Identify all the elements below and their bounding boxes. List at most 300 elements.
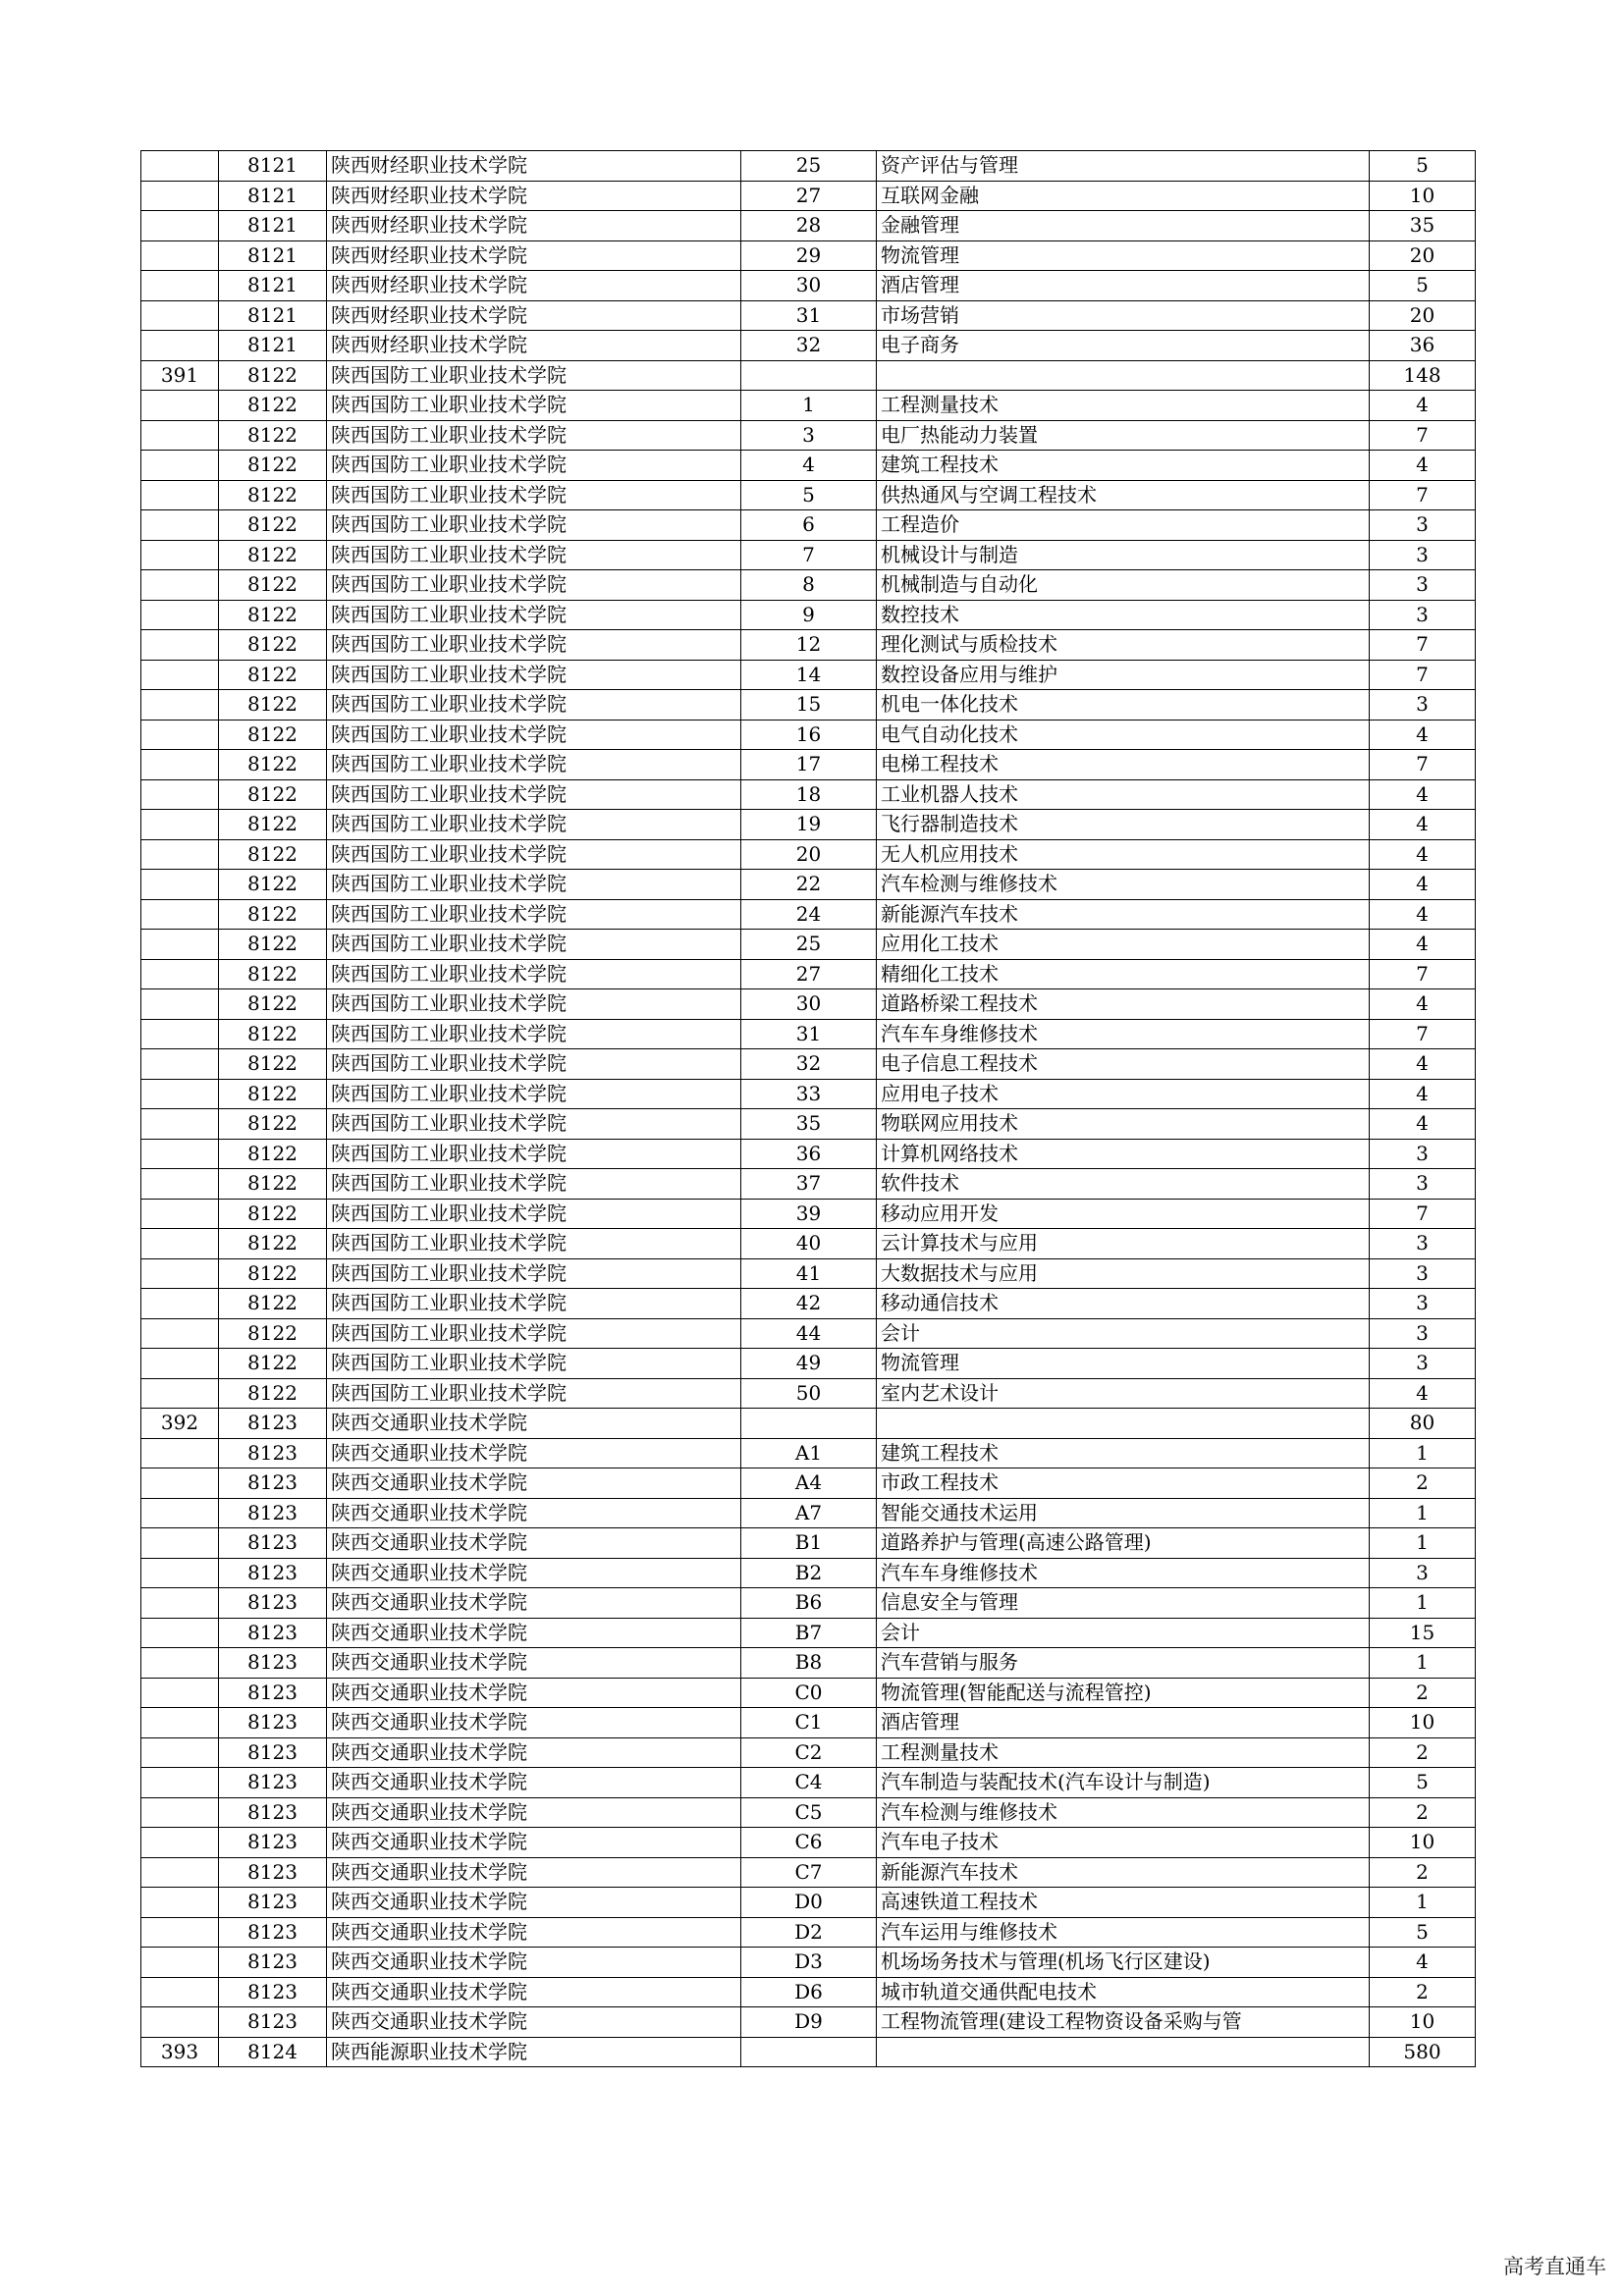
table-row [141, 570, 1476, 601]
school-name-cell: 陕西国防工业职业技术学院 [327, 839, 741, 870]
major-name-cell: 汽车制造与装配技术(汽车设计与制造) [877, 1768, 1370, 1798]
major-name-cell [877, 2037, 1370, 2067]
major-name-cell: 物流管理(智能配送与流程管控) [877, 1678, 1370, 1708]
school-code-cell: 8122 [219, 1229, 327, 1259]
table-row [141, 1648, 1476, 1679]
school-code-cell: 8123 [219, 2007, 327, 2038]
school-index-cell [141, 1917, 219, 1948]
plan-count-cell: 3 [1370, 540, 1476, 570]
major-code-cell: C1 [741, 1708, 877, 1738]
school-name-cell: 陕西国防工业职业技术学院 [327, 391, 741, 421]
school-index-cell [141, 1349, 219, 1379]
school-index-cell [141, 750, 219, 780]
plan-count-cell: 4 [1370, 989, 1476, 1020]
school-index-cell [141, 1828, 219, 1858]
major-code-cell: C0 [741, 1678, 877, 1708]
table-row [141, 1678, 1476, 1708]
plan-count-cell: 1 [1370, 1888, 1476, 1918]
school-name-cell: 陕西财经职业技术学院 [327, 331, 741, 361]
school-code-cell: 8122 [219, 600, 327, 630]
school-name-cell: 陕西国防工业职业技术学院 [327, 690, 741, 721]
major-name-cell: 金融管理 [877, 211, 1370, 241]
major-code-cell: B2 [741, 1558, 877, 1588]
major-code-cell: 18 [741, 779, 877, 810]
major-code-cell: 42 [741, 1289, 877, 1319]
school-name-cell: 陕西交通职业技术学院 [327, 1708, 741, 1738]
school-name-cell: 陕西交通职业技术学院 [327, 1888, 741, 1918]
school-index-cell [141, 1199, 219, 1229]
table-row [141, 211, 1476, 241]
table-row [141, 1528, 1476, 1559]
school-index-cell [141, 1468, 219, 1499]
school-index-cell [141, 989, 219, 1020]
school-code-cell: 8122 [219, 1378, 327, 1409]
school-name-cell: 陕西交通职业技术学院 [327, 1648, 741, 1679]
table-row [141, 1378, 1476, 1409]
school-code-cell: 8123 [219, 1977, 327, 2007]
school-index-cell [141, 1977, 219, 2007]
plan-count-cell: 3 [1370, 1289, 1476, 1319]
school-index-cell [141, 1378, 219, 1409]
school-code-cell: 8122 [219, 1079, 327, 1109]
major-name-cell: 机械制造与自动化 [877, 570, 1370, 601]
school-code-cell: 8122 [219, 570, 327, 601]
major-name-cell: 软件技术 [877, 1169, 1370, 1200]
school-code-cell: 8123 [219, 1917, 327, 1948]
school-index-cell [141, 1948, 219, 1978]
plan-count-cell: 7 [1370, 420, 1476, 451]
school-code-cell: 8123 [219, 1797, 327, 1828]
table-row [141, 2037, 1476, 2067]
school-index-cell [141, 810, 219, 840]
school-name-cell: 陕西国防工业职业技术学院 [327, 959, 741, 989]
school-code-cell: 8121 [219, 331, 327, 361]
school-code-cell: 8123 [219, 1409, 327, 1439]
table-row [141, 959, 1476, 989]
major-name-cell: 道路养护与管理(高速公路管理) [877, 1528, 1370, 1559]
major-name-cell: 新能源汽车技术 [877, 899, 1370, 930]
major-code-cell: 32 [741, 331, 877, 361]
table-row [141, 271, 1476, 301]
plan-count-cell: 7 [1370, 750, 1476, 780]
table-row [141, 300, 1476, 331]
school-name-cell: 陕西交通职业技术学院 [327, 1797, 741, 1828]
major-name-cell: 信息安全与管理 [877, 1588, 1370, 1619]
school-name-cell: 陕西国防工业职业技术学院 [327, 630, 741, 661]
school-code-cell: 8123 [219, 1648, 327, 1679]
school-index-cell [141, 211, 219, 241]
major-name-cell: 电子信息工程技术 [877, 1049, 1370, 1080]
school-index-cell [141, 510, 219, 541]
school-code-cell: 8122 [219, 480, 327, 510]
plan-count-cell: 1 [1370, 1438, 1476, 1468]
school-index-cell [141, 1558, 219, 1588]
major-code-cell: B1 [741, 1528, 877, 1559]
school-index-cell [141, 600, 219, 630]
school-name-cell: 陕西国防工业职业技术学院 [327, 930, 741, 960]
school-index-cell [141, 959, 219, 989]
major-code-cell: A1 [741, 1438, 877, 1468]
major-code-cell: 5 [741, 480, 877, 510]
school-name-cell: 陕西财经职业技术学院 [327, 300, 741, 331]
school-index-cell [141, 660, 219, 690]
school-code-cell: 8122 [219, 720, 327, 750]
table-row [141, 1438, 1476, 1468]
school-code-cell: 8122 [219, 750, 327, 780]
major-name-cell: 会计 [877, 1318, 1370, 1349]
table-row [141, 630, 1476, 661]
major-code-cell: 29 [741, 240, 877, 271]
school-name-cell: 陕西交通职业技术学院 [327, 1948, 741, 1978]
school-name-cell: 陕西财经职业技术学院 [327, 181, 741, 211]
table-row [141, 240, 1476, 271]
school-index-cell [141, 1648, 219, 1679]
plan-count-cell: 1 [1370, 1648, 1476, 1679]
major-code-cell: 49 [741, 1349, 877, 1379]
school-name-cell: 陕西交通职业技术学院 [327, 2007, 741, 2038]
school-index-cell [141, 1797, 219, 1828]
school-name-cell: 陕西财经职业技术学院 [327, 271, 741, 301]
plan-count-cell: 4 [1370, 930, 1476, 960]
school-code-cell: 8123 [219, 1948, 327, 1978]
school-index-cell: 392 [141, 1409, 219, 1439]
school-name-cell: 陕西交通职业技术学院 [327, 1917, 741, 1948]
school-name-cell: 陕西国防工业职业技术学院 [327, 810, 741, 840]
plan-count-cell: 3 [1370, 1558, 1476, 1588]
school-name-cell: 陕西国防工业职业技术学院 [327, 1349, 741, 1379]
school-index-cell [141, 1438, 219, 1468]
major-code-cell: C4 [741, 1768, 877, 1798]
school-index-cell [141, 570, 219, 601]
major-name-cell: 云计算技术与应用 [877, 1229, 1370, 1259]
major-name-cell: 汽车检测与维修技术 [877, 870, 1370, 900]
major-name-cell: 物流管理 [877, 240, 1370, 271]
school-name-cell: 陕西国防工业职业技术学院 [327, 779, 741, 810]
school-code-cell: 8123 [219, 1558, 327, 1588]
major-name-cell: 汽车运用与维修技术 [877, 1917, 1370, 1948]
school-code-cell: 8121 [219, 151, 327, 182]
school-name-cell: 陕西交通职业技术学院 [327, 1528, 741, 1559]
plan-count-cell: 7 [1370, 959, 1476, 989]
major-name-cell: 城市轨道交通供配电技术 [877, 1977, 1370, 2007]
major-code-cell: 12 [741, 630, 877, 661]
plan-count-cell: 3 [1370, 570, 1476, 601]
table-row [141, 1708, 1476, 1738]
school-index-cell [141, 540, 219, 570]
major-name-cell: 电气自动化技术 [877, 720, 1370, 750]
plan-count-cell: 36 [1370, 331, 1476, 361]
table-row [141, 1169, 1476, 1200]
major-code-cell: A4 [741, 1468, 877, 1499]
table-row [141, 151, 1476, 182]
major-code-cell: 27 [741, 181, 877, 211]
school-index-cell [141, 420, 219, 451]
school-code-cell: 8124 [219, 2037, 327, 2067]
major-name-cell: 物流管理 [877, 1349, 1370, 1379]
major-name-cell: 精细化工技术 [877, 959, 1370, 989]
major-code-cell: B6 [741, 1588, 877, 1619]
plan-count-cell: 7 [1370, 480, 1476, 510]
plan-count-cell: 4 [1370, 1049, 1476, 1080]
major-name-cell: 会计 [877, 1618, 1370, 1648]
plan-count-cell: 4 [1370, 1948, 1476, 1978]
major-code-cell: 28 [741, 211, 877, 241]
plan-count-cell: 3 [1370, 1258, 1476, 1289]
school-name-cell: 陕西国防工业职业技术学院 [327, 480, 741, 510]
school-name-cell: 陕西国防工业职业技术学院 [327, 510, 741, 541]
school-code-cell: 8122 [219, 1019, 327, 1049]
school-code-cell: 8122 [219, 810, 327, 840]
plan-count-cell: 80 [1370, 1409, 1476, 1439]
plan-count-cell: 5 [1370, 1768, 1476, 1798]
school-index-cell [141, 300, 219, 331]
table-row [141, 1409, 1476, 1439]
major-name-cell: 机场场务技术与管理(机场飞行区建设) [877, 1948, 1370, 1978]
school-index-cell [141, 1229, 219, 1259]
school-code-cell: 8122 [219, 1169, 327, 1200]
table-row [141, 690, 1476, 721]
major-code-cell: 7 [741, 540, 877, 570]
school-name-cell: 陕西国防工业职业技术学院 [327, 1229, 741, 1259]
school-code-cell: 8122 [219, 959, 327, 989]
school-code-cell: 8122 [219, 1049, 327, 1080]
plan-count-cell: 5 [1370, 151, 1476, 182]
major-code-cell: D3 [741, 1948, 877, 1978]
plan-count-cell: 3 [1370, 1229, 1476, 1259]
major-name-cell: 高速铁道工程技术 [877, 1888, 1370, 1918]
plan-count-cell: 3 [1370, 600, 1476, 630]
table-row [141, 1019, 1476, 1049]
plan-count-cell: 1 [1370, 1498, 1476, 1528]
major-name-cell: 计算机网络技术 [877, 1139, 1370, 1169]
major-code-cell: B7 [741, 1618, 877, 1648]
table-row [141, 720, 1476, 750]
major-name-cell: 新能源汽车技术 [877, 1857, 1370, 1888]
school-code-cell: 8122 [219, 1109, 327, 1140]
school-code-cell: 8121 [219, 240, 327, 271]
plan-count-cell: 20 [1370, 300, 1476, 331]
plan-count-cell: 10 [1370, 181, 1476, 211]
major-code-cell: C7 [741, 1857, 877, 1888]
table-row [141, 1139, 1476, 1169]
major-code-cell: C5 [741, 1797, 877, 1828]
major-code-cell: D0 [741, 1888, 877, 1918]
plan-count-cell: 2 [1370, 1977, 1476, 2007]
school-code-cell: 8122 [219, 1258, 327, 1289]
school-code-cell: 8123 [219, 1857, 327, 1888]
plan-count-cell: 4 [1370, 1378, 1476, 1409]
school-index-cell [141, 1528, 219, 1559]
major-code-cell: 32 [741, 1049, 877, 1080]
school-name-cell: 陕西交通职业技术学院 [327, 1678, 741, 1708]
school-index-cell [141, 1737, 219, 1768]
plan-count-cell: 7 [1370, 1199, 1476, 1229]
school-index-cell [141, 1318, 219, 1349]
school-code-cell: 8122 [219, 870, 327, 900]
major-code-cell: 37 [741, 1169, 877, 1200]
table-row [141, 1498, 1476, 1528]
major-code-cell: 3 [741, 420, 877, 451]
plan-count-cell: 10 [1370, 1708, 1476, 1738]
plan-count-cell: 2 [1370, 1678, 1476, 1708]
school-code-cell: 8122 [219, 989, 327, 1020]
major-name-cell: 机电一体化技术 [877, 690, 1370, 721]
school-code-cell: 8122 [219, 510, 327, 541]
major-name-cell: 工程物流管理(建设工程物资设备采购与管 [877, 2007, 1370, 2038]
school-index-cell [141, 1169, 219, 1200]
school-name-cell: 陕西国防工业职业技术学院 [327, 451, 741, 481]
school-code-cell: 8123 [219, 1888, 327, 1918]
table-row [141, 1737, 1476, 1768]
major-code-cell: 16 [741, 720, 877, 750]
school-code-cell: 8122 [219, 391, 327, 421]
plan-count-cell: 15 [1370, 1618, 1476, 1648]
school-name-cell: 陕西交通职业技术学院 [327, 1498, 741, 1528]
school-code-cell: 8122 [219, 1199, 327, 1229]
major-name-cell: 建筑工程技术 [877, 451, 1370, 481]
major-name-cell: 汽车检测与维修技术 [877, 1797, 1370, 1828]
school-index-cell [141, 480, 219, 510]
school-code-cell: 8123 [219, 1588, 327, 1619]
school-index-cell [141, 331, 219, 361]
school-code-cell: 8123 [219, 1768, 327, 1798]
major-name-cell: 室内艺术设计 [877, 1378, 1370, 1409]
plan-count-cell: 5 [1370, 271, 1476, 301]
major-code-cell: 30 [741, 271, 877, 301]
major-name-cell [877, 1409, 1370, 1439]
plan-count-cell: 3 [1370, 1349, 1476, 1379]
school-name-cell: 陕西国防工业职业技术学院 [327, 420, 741, 451]
plan-count-cell: 4 [1370, 899, 1476, 930]
school-code-cell: 8122 [219, 630, 327, 661]
school-index-cell [141, 690, 219, 721]
major-name-cell: 汽车营销与服务 [877, 1648, 1370, 1679]
school-code-cell: 8123 [219, 1737, 327, 1768]
major-name-cell: 电子商务 [877, 331, 1370, 361]
major-code-cell: 14 [741, 660, 877, 690]
enrollment-plan-table [140, 150, 1476, 2067]
major-name-cell: 无人机应用技术 [877, 839, 1370, 870]
major-name-cell: 物联网应用技术 [877, 1109, 1370, 1140]
school-index-cell [141, 930, 219, 960]
table-row [141, 1888, 1476, 1918]
school-name-cell: 陕西国防工业职业技术学院 [327, 1289, 741, 1319]
major-code-cell: A7 [741, 1498, 877, 1528]
school-name-cell: 陕西国防工业职业技术学院 [327, 1049, 741, 1080]
table-row [141, 1588, 1476, 1619]
major-code-cell: 41 [741, 1258, 877, 1289]
major-code-cell: 22 [741, 870, 877, 900]
table-row [141, 1318, 1476, 1349]
major-name-cell: 移动通信技术 [877, 1289, 1370, 1319]
plan-count-cell: 4 [1370, 870, 1476, 900]
table-row [141, 391, 1476, 421]
school-index-cell [141, 1857, 219, 1888]
major-code-cell: 30 [741, 989, 877, 1020]
plan-count-cell: 4 [1370, 810, 1476, 840]
school-code-cell: 8122 [219, 839, 327, 870]
table-row [141, 1289, 1476, 1319]
school-name-cell: 陕西国防工业职业技术学院 [327, 1199, 741, 1229]
major-code-cell: 24 [741, 899, 877, 930]
school-name-cell: 陕西国防工业职业技术学院 [327, 360, 741, 391]
school-index-cell [141, 451, 219, 481]
major-name-cell: 酒店管理 [877, 271, 1370, 301]
table-row [141, 451, 1476, 481]
table-row [141, 1917, 1476, 1948]
plan-count-cell: 2 [1370, 1468, 1476, 1499]
major-code-cell: 19 [741, 810, 877, 840]
table-row [141, 870, 1476, 900]
major-name-cell: 工程造价 [877, 510, 1370, 541]
school-index-cell [141, 899, 219, 930]
plan-count-cell: 4 [1370, 1079, 1476, 1109]
school-index-cell [141, 1079, 219, 1109]
major-name-cell: 建筑工程技术 [877, 1438, 1370, 1468]
school-name-cell: 陕西交通职业技术学院 [327, 1828, 741, 1858]
school-name-cell: 陕西能源职业技术学院 [327, 2037, 741, 2067]
major-code-cell: 31 [741, 1019, 877, 1049]
school-name-cell: 陕西国防工业职业技术学院 [327, 1019, 741, 1049]
school-index-cell [141, 391, 219, 421]
school-code-cell: 8122 [219, 360, 327, 391]
plan-count-cell: 4 [1370, 391, 1476, 421]
major-code-cell: 50 [741, 1378, 877, 1409]
table-row [141, 2007, 1476, 2038]
major-code-cell: 36 [741, 1139, 877, 1169]
plan-count-cell: 2 [1370, 1737, 1476, 1768]
plan-count-cell: 1 [1370, 1588, 1476, 1619]
school-name-cell: 陕西国防工业职业技术学院 [327, 1169, 741, 1200]
major-code-cell: 25 [741, 930, 877, 960]
table-row [141, 1977, 1476, 2007]
plan-count-cell: 7 [1370, 630, 1476, 661]
major-name-cell: 资产评估与管理 [877, 151, 1370, 182]
plan-count-cell: 7 [1370, 1019, 1476, 1049]
school-name-cell: 陕西国防工业职业技术学院 [327, 1109, 741, 1140]
school-code-cell: 8122 [219, 1289, 327, 1319]
school-index-cell [141, 1618, 219, 1648]
school-code-cell: 8122 [219, 1349, 327, 1379]
major-code-cell: C6 [741, 1828, 877, 1858]
major-name-cell: 移动应用开发 [877, 1199, 1370, 1229]
table-row [141, 600, 1476, 630]
table-row [141, 420, 1476, 451]
school-index-cell [141, 870, 219, 900]
school-code-cell: 8121 [219, 181, 327, 211]
table-row [141, 1857, 1476, 1888]
table-row [141, 930, 1476, 960]
plan-count-cell: 3 [1370, 1169, 1476, 1200]
major-name-cell: 市场营销 [877, 300, 1370, 331]
school-code-cell: 8122 [219, 690, 327, 721]
major-code-cell: B8 [741, 1648, 877, 1679]
school-code-cell: 8122 [219, 930, 327, 960]
table-row [141, 1828, 1476, 1858]
major-name-cell: 机械设计与制造 [877, 540, 1370, 570]
school-name-cell: 陕西交通职业技术学院 [327, 1977, 741, 2007]
school-name-cell: 陕西国防工业职业技术学院 [327, 1318, 741, 1349]
plan-count-cell: 20 [1370, 240, 1476, 271]
school-index-cell [141, 1678, 219, 1708]
school-name-cell: 陕西交通职业技术学院 [327, 1558, 741, 1588]
major-name-cell: 大数据技术与应用 [877, 1258, 1370, 1289]
table-row [141, 750, 1476, 780]
school-index-cell [141, 2007, 219, 2038]
school-name-cell: 陕西财经职业技术学院 [327, 211, 741, 241]
major-name-cell: 理化测试与质检技术 [877, 630, 1370, 661]
school-code-cell: 8121 [219, 271, 327, 301]
